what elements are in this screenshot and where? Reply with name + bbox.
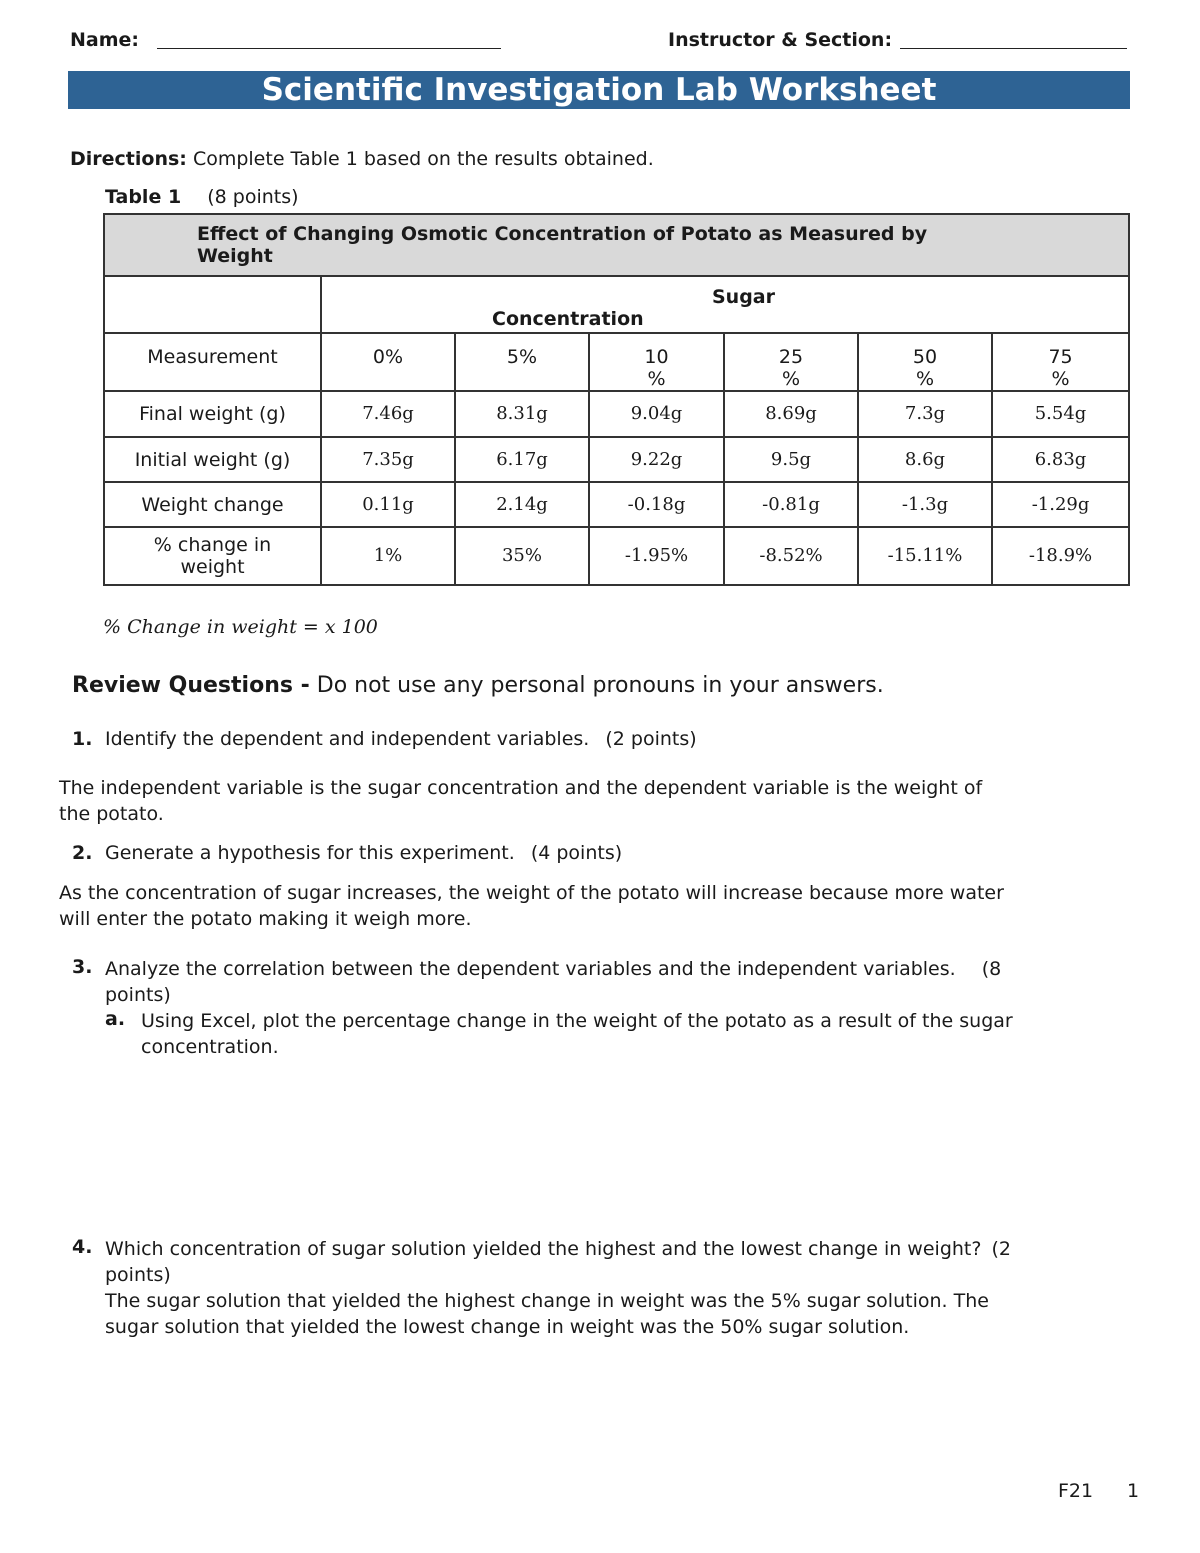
answer-line: will enter the potato making it weigh more. — [59, 908, 472, 930]
table-cell: 2.14g — [455, 482, 589, 527]
table-cell: 6.17g — [455, 437, 589, 482]
results-table — [103, 213, 1130, 586]
column-header — [724, 333, 858, 391]
question-number: 2. — [72, 842, 93, 864]
table-cell: 5.54g — [992, 391, 1129, 437]
answer-line: The independent variable is the sugar concentration and the dependent variable is the weight of — [59, 777, 983, 799]
question-text: Using Excel, plot the percentage change in the weight of the potato as a result of the sugar — [141, 1010, 1013, 1032]
column-header — [455, 333, 589, 391]
page-title: Scientific Investigation Lab Worksheet — [68, 71, 1130, 109]
table-group-row — [104, 276, 1129, 333]
table-cell: 8.6g — [858, 437, 992, 482]
question-points: (4 points) — [530, 842, 623, 864]
table-points: (8 points) — [207, 186, 299, 208]
question-text-cont: points) — [105, 1264, 171, 1286]
question-text: Analyze the correlation between the dependent variables and the independent variables. — [105, 958, 956, 980]
answer-line: As the concentration of sugar increases, the weight of the potato will increase because more water — [59, 882, 1004, 904]
question-1 — [105, 728, 697, 750]
directions-label: Directions: — [70, 148, 187, 170]
table-row — [104, 437, 1129, 482]
column-header-top: 10 — [644, 346, 669, 368]
row-label-line-1: % change in — [153, 534, 272, 556]
row-label: Final weight (g) — [104, 391, 321, 437]
table-cell: -15.11% — [858, 527, 992, 585]
question-3a — [141, 1008, 1141, 1060]
page-number: 1 — [1127, 1480, 1140, 1502]
measurement-header: Measurement — [104, 333, 321, 391]
column-header-top: 5% — [506, 346, 538, 368]
table-cell: 35% — [455, 527, 589, 585]
table-cell: 6.83g — [992, 437, 1129, 482]
table-cell: -1.3g — [858, 482, 992, 527]
table-row — [104, 391, 1129, 437]
answer-4-line[interactable]: sugar solution that yielded the lowest change in weight was the 50% sugar solution. — [105, 1316, 910, 1338]
column-header — [992, 333, 1129, 391]
table-cell: -18.9% — [992, 527, 1129, 585]
question-text: Which concentration of sugar solution yielded the highest and the lowest change in weight? — [105, 1238, 982, 1260]
name-field[interactable] — [157, 48, 501, 49]
directions — [70, 148, 654, 170]
table-cell: 8.31g — [455, 391, 589, 437]
table-cell: -0.81g — [724, 482, 858, 527]
table-label — [105, 186, 299, 208]
table-cell: 0.11g — [321, 482, 455, 527]
table-cell: 7.35g — [321, 437, 455, 482]
question-text: Generate a hypothesis for this experiment. — [105, 842, 515, 864]
table-cell: 9.5g — [724, 437, 858, 482]
table-number: Table 1 — [105, 186, 182, 208]
group-header — [321, 276, 1129, 333]
table-cell: 9.22g — [589, 437, 724, 482]
question-number: 3. — [72, 956, 93, 978]
column-header-top: 75 — [1048, 346, 1073, 368]
column-header — [589, 333, 724, 391]
column-header-bottom: % — [647, 368, 666, 390]
directions-text: Complete Table 1 based on the results obtained. — [192, 148, 654, 170]
footer-code: F21 — [1058, 1480, 1094, 1502]
column-header — [321, 333, 455, 391]
table-cell: -8.52% — [724, 527, 858, 585]
column-header-top: 25 — [778, 346, 804, 368]
column-header — [858, 333, 992, 391]
table-cell: -0.18g — [589, 482, 724, 527]
table-cell: 7.3g — [858, 391, 992, 437]
table-header-row — [104, 333, 1129, 391]
question-text: Identify the dependent and independent variables. — [105, 728, 590, 750]
table-cell: 1% — [321, 527, 455, 585]
answer-2[interactable] — [59, 880, 1159, 932]
question-2 — [105, 842, 622, 864]
column-header-bottom: % — [915, 368, 935, 390]
row-label: Initial weight (g) — [104, 437, 321, 482]
row-label: Weight change — [104, 482, 321, 527]
table-cell: 8.69g — [724, 391, 858, 437]
group-line-2: Concentration — [492, 308, 644, 330]
answer-1[interactable] — [59, 775, 1139, 827]
answer-4-line[interactable]: The sugar solution that yielded the highest change in weight was the 5% sugar solution. The — [105, 1290, 989, 1312]
question-points: (2 — [991, 1238, 1011, 1260]
review-heading — [72, 673, 884, 698]
question-points: (2 points) — [605, 728, 697, 750]
empty-cell — [104, 276, 321, 333]
table-caption-row — [104, 214, 1129, 276]
question-points: (8 — [981, 958, 1002, 980]
percent-change-formula: % Change in weight = x 100 — [103, 616, 378, 638]
column-header-bottom: % — [1051, 368, 1070, 390]
table-caption — [104, 214, 1129, 276]
table-cell: -1.29g — [992, 482, 1129, 527]
instructor-section-label: Instructor & Section: — [668, 29, 893, 51]
question-number: 1. — [72, 728, 93, 750]
caption-line-2: Weight — [197, 245, 273, 267]
review-heading-label: Review Questions - — [72, 673, 310, 698]
row-label-line-2: weight — [180, 556, 245, 578]
name-label: Name: — [70, 29, 140, 51]
table-row — [104, 482, 1129, 527]
instructor-section-field[interactable] — [900, 48, 1127, 49]
group-line-1: Sugar — [712, 286, 776, 308]
column-header-top: 50 — [912, 346, 938, 368]
question-number: 4. — [72, 1236, 93, 1258]
question-text-cont: points) — [105, 984, 171, 1006]
subquestion-letter: a. — [105, 1008, 126, 1030]
row-label — [104, 527, 321, 585]
caption-line-1: Effect of Changing Osmotic Concentration of Potato as Measured by — [197, 223, 928, 245]
question-4 — [105, 1236, 1145, 1340]
review-instruction: Do not use any personal pronouns in your answers. — [316, 673, 884, 698]
answer-line: the potato. — [59, 803, 164, 825]
column-header-top: 0% — [372, 346, 404, 368]
column-header-bottom: % — [781, 368, 801, 390]
table-cell: 9.04g — [589, 391, 724, 437]
table-cell: 7.46g — [321, 391, 455, 437]
question-text-cont: concentration. — [141, 1036, 279, 1058]
table-row — [104, 527, 1129, 585]
question-3 — [105, 956, 1145, 1008]
table-cell: -1.95% — [589, 527, 724, 585]
